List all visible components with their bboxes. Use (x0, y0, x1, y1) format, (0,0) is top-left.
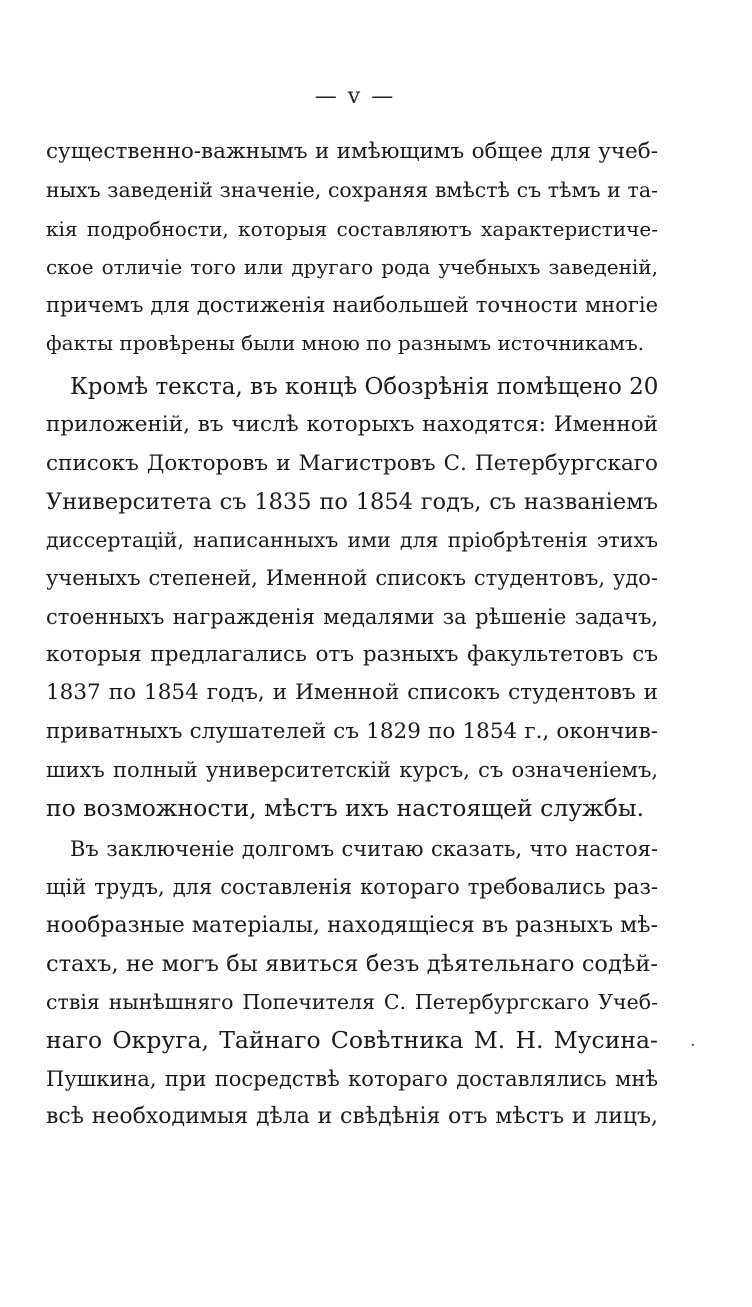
text-line: факты провѣрены были мною по разнымъ источникамъ. (46, 331, 645, 356)
text-line: ское отличіе того или другаго рода учебныхъ заведеній, (46, 254, 658, 279)
text-line: которыя предлагались отъ разныхъ факультетовъ съ (46, 642, 658, 668)
text-line: причемъ для достиженія наибольшей точности многіе (46, 293, 658, 318)
text-line: всѣ необходимыя дѣла и свѣдѣнія отъ мѣстъ и лицъ, (46, 1104, 658, 1130)
text-line: нообразные матеріалы, находящіеся въ разныхъ мѣ- (46, 912, 658, 938)
text-line: приложеній, въ числѣ которыхъ находятся: Именной (46, 412, 658, 438)
text-line: Пушкина, при посредствѣ котораго доставлялись мнѣ (46, 1066, 658, 1091)
paragraph-3 (46, 830, 658, 1136)
text-line: наго Округа, Тайнаго Совѣтника М. Н. Мусина- (46, 1026, 658, 1055)
text-line: шихъ полный университетскій курсъ, съ означеніемъ, (46, 757, 658, 782)
text-line: щій трудъ, для составленія котораго требовались раз- (46, 875, 658, 900)
text-line: Въ заключеніе долгомъ считаю сказать, что настоя- (70, 837, 658, 861)
paragraph-1 (46, 133, 658, 363)
text-line: кія подробности, которыя составляютъ характеристиче- (46, 216, 658, 241)
text-line: 1837 по 1854 годъ, и Именной списокъ студентовъ и (46, 680, 658, 706)
stray-ink-mark: · (690, 1035, 696, 1056)
text-line: ученыхъ степеней, Именной списокъ студентовъ, удо- (46, 566, 658, 591)
text-line: ныхъ заведеній значеніе, сохраняя вмѣстѣ съ тѣмъ и та- (46, 178, 658, 203)
text-line: Кромѣ текста, въ концѣ Обозрѣнія помѣщено 20 (70, 374, 659, 400)
text-line: по возможности, мѣстъ ихъ настоящей службы. (46, 794, 645, 823)
text-line: ствія нынѣшняго Попечителя С. Петербургскаго Учеб- (46, 990, 658, 1015)
paragraph-2 (46, 368, 658, 828)
text-line: приватныхъ слушателей съ 1829 по 1854 г., окончив- (46, 718, 658, 744)
text-line: Университета съ 1835 по 1854 годъ, съ названіемъ (46, 488, 658, 515)
page-number-header: — v — (314, 84, 396, 109)
text-line: списокъ Докторовъ и Магистровъ С. Петербургскаго (46, 450, 658, 476)
text-line: стоенныхъ награжденія медалями за рѣшеніе задачъ, (46, 604, 658, 629)
text-line: стахъ, не могъ бы явиться безъ дѣятельнаго содѣй- (46, 950, 658, 977)
text-line: существенно-важнымъ и имѣющимъ общее для учеб- (46, 139, 658, 164)
text-line: диссертацій, написанныхъ ими для пріобрѣтенія этихъ (46, 528, 658, 553)
